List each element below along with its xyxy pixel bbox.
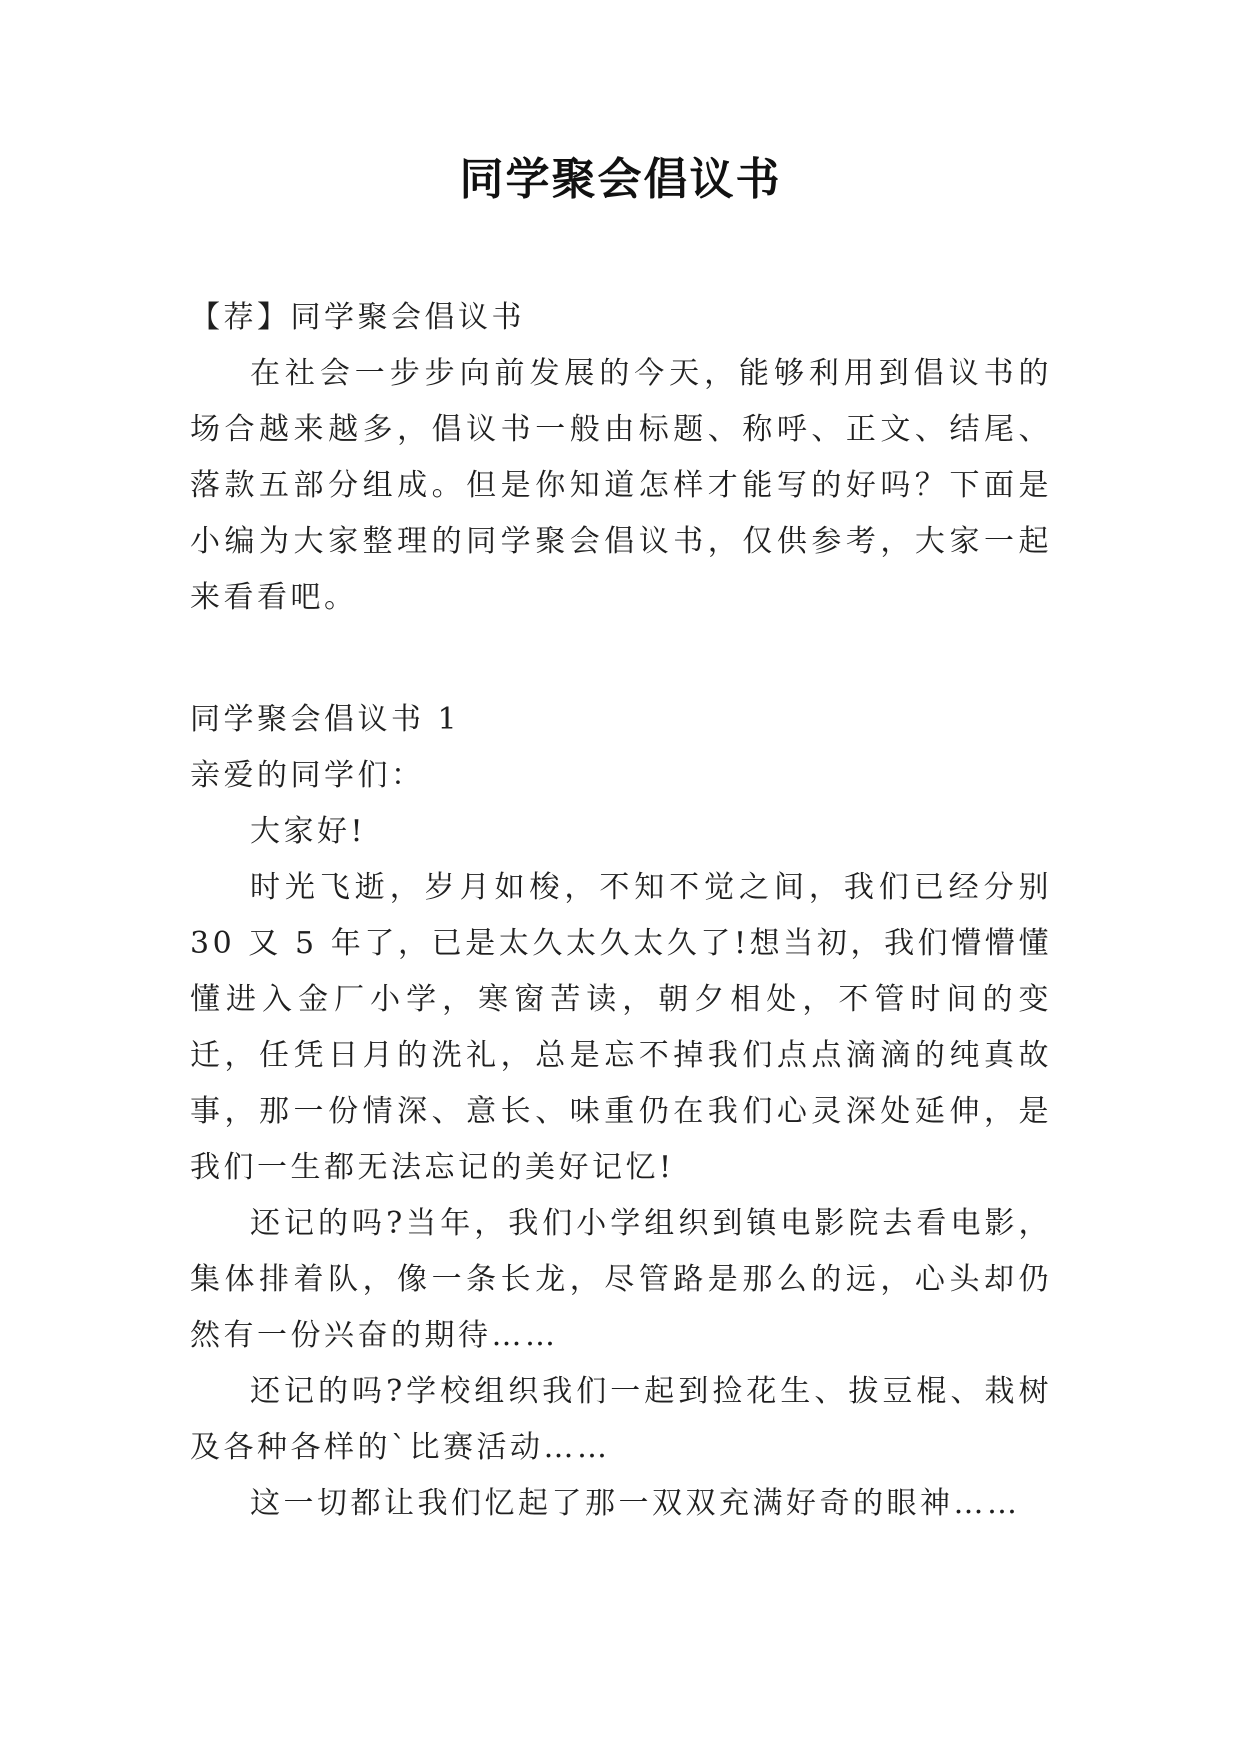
letter-paragraph-activities: 还记的吗?学校组织我们一起到捡花生、拔豆棍、栽树及各种各样的`比赛活动…… (190, 1374, 1052, 1465)
intro-section (190, 290, 1052, 626)
letter-salutation: 亲爱的同学们： (190, 758, 425, 793)
intro-paragraph: 在社会一步步向前发展的今天，能够利用到倡议书的场合越来越多，倡议书一般由标题、称呼、正文、结尾、落款五部分组成。但是你知道怎样才能写的好吗？下面是小编为大家整理的同学聚会倡议书，仅供参考，大家一起来看看吧。 (190, 356, 1052, 615)
document-title: 同学聚会倡议书 (459, 154, 782, 205)
letter-section (190, 692, 1052, 1532)
letter-paragraph-movie: 还记的吗?当年，我们小学组织到镇电影院去看电影，集体排着队，像一条长龙，尽管路是那么的远，心头却仍然有一份兴奋的期待…… (190, 1206, 1052, 1353)
letter-heading: 同学聚会倡议书 1 (190, 702, 461, 737)
letter-paragraph-time: 时光飞逝，岁月如梭，不知不觉之间，我们已经分别 30 又 5 年了，已是太久太久太久了!想当初，我们懵懵懂懂进入金厂小学，寒窗苦读，朝夕相处，不管时间的变迁，任凭日月的洗礼，总是忘不掉我们点点滴滴的纯真故事，那一份情深、意长、味重仍在我们心灵深处延伸，是我们一生都无法忘记的美好记忆! (190, 870, 1052, 1185)
letter-greeting: 大家好! (250, 814, 367, 849)
intro-tag-line: 【荐】同学聚会倡议书 (190, 300, 525, 335)
letter-paragraph-eyes: 这一切都让我们忆起了那一双双充满好奇的眼神…… (250, 1486, 1021, 1521)
